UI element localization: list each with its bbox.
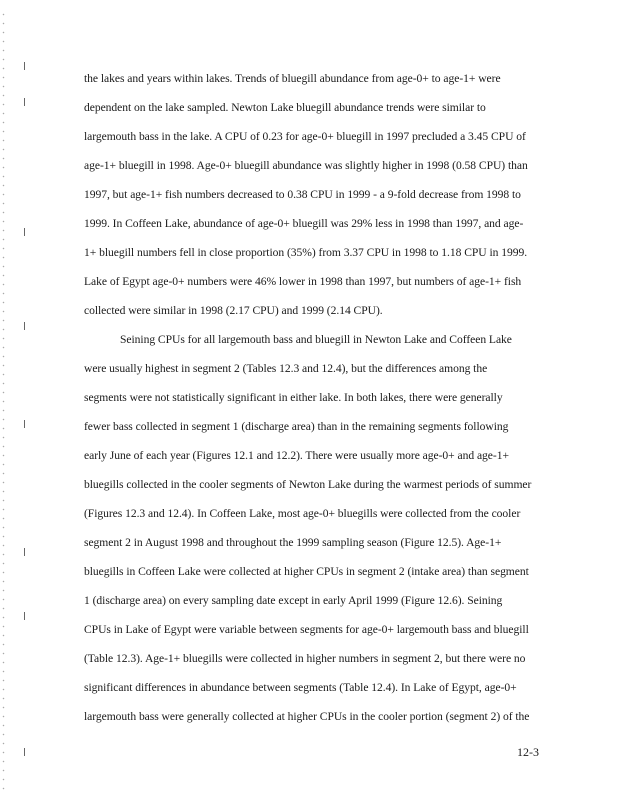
text-line: were usually highest in segment 2 (Tables 12.3 and 12.4), but the differences among the [84,362,488,375]
text-line: largemouth bass in the lake. A CPU of 0.23 for age-0+ bluegill in 1997 precluded a 3.45 CPU of [84,130,526,143]
text-line: 1997, but age-1+ fish numbers decreased to 0.38 CPU in 1999 - a 9-fold decrease from 1998 to [84,188,521,201]
body-text [84,64,530,731]
text-line: (Table 12.3). Age-1+ bluegills were collected in higher numbers in segment 2, but there were no [84,652,526,665]
text-line: fewer bass collected in segment 1 (discharge area) than in the remaining segments following [84,420,509,433]
text-line: Lake of Egypt age-0+ numbers were 46% lower in 1998 than 1997, but numbers of age-1+ fish [84,275,522,288]
text-line: segment 2 in August 1998 and throughout the 1999 sampling season (Figure 12.5). Age-1+ [84,536,502,549]
text-line: bluegills collected in the cooler segments of Newton Lake during the warmest periods of summer [84,478,532,491]
text-line: early June of each year (Figures 12.1 and 12.2). There were usually more age-0+ and age-1+ [84,449,509,462]
text-line: the lakes and years within lakes. Trends of bluegill abundance from age-0+ to age-1+ were [84,72,501,85]
text-line-paragraph-start: Seining CPUs for all largemouth bass and bluegill in Newton Lake and Coffeen Lake [120,333,512,346]
text-line: largemouth bass were generally collected at higher CPUs in the cooler portion (segment 2) of the [84,710,530,723]
text-line: bluegills in Coffeen Lake were collected at higher CPUs in segment 2 (intake area) than segment [84,565,529,578]
text-line: collected were similar in 1998 (2.17 CPU) and 1999 (2.14 CPU). [84,304,383,317]
text-line: 1999. In Coffeen Lake, abundance of age-0+ bluegill was 29% less in 1998 than 1997, and age- [84,217,524,230]
text-line: 1+ bluegill numbers fell in close proportion (35%) from 3.37 CPU in 1998 to 1.18 CPU in 1999. [84,246,528,259]
text-line: segments were not statistically significant in either lake. In both lakes, there were generally [84,391,503,404]
text-line: 1 (discharge area) on every sampling date except in early April 1999 (Figure 12.6). Seining [84,594,503,607]
text-line: age-1+ bluegill in 1998. Age-0+ bluegill abundance was slightly higher in 1998 (0.58 CPU) than [84,159,528,172]
page-number: 12-3 [517,745,539,759]
scan-edge-ticks [24,0,28,800]
text-line: significant differences in abundance between segments (Table 12.4). In Lake of Egypt, age-0+ [84,681,517,694]
text-line: CPUs in Lake of Egypt were variable between segments for age-0+ largemouth bass and bluegill [84,623,529,636]
text-line: dependent on the lake sampled. Newton Lake bluegill abundance trends were similar to [84,101,486,114]
text-line: (Figures 12.3 and 12.4). In Coffeen Lake, most age-0+ bluegills were collected from the cooler [84,507,521,520]
scan-edge-artifact [2,10,5,790]
